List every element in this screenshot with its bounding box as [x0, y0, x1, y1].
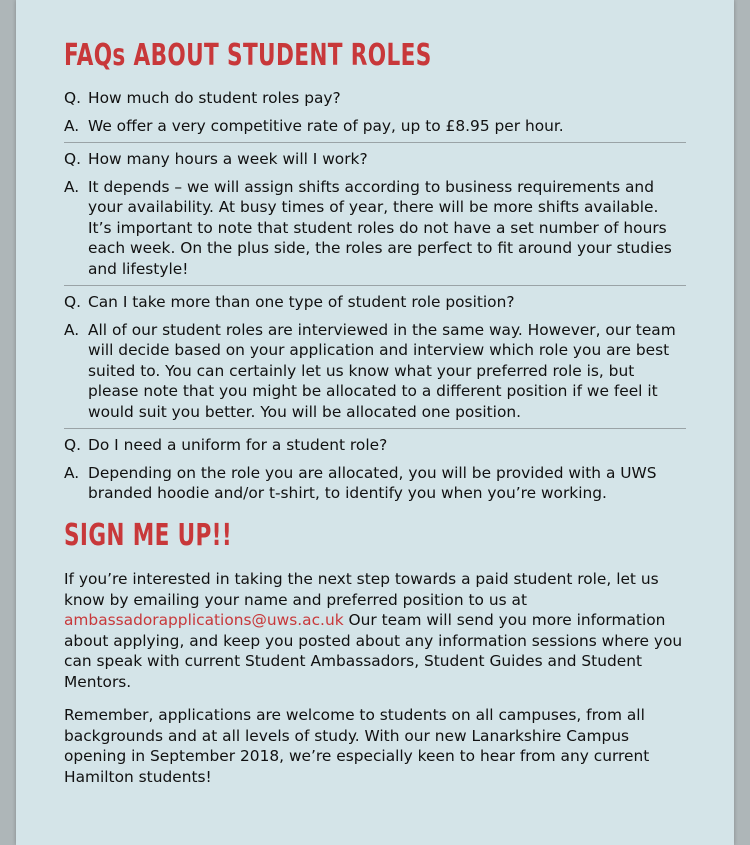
faq-list	[64, 88, 686, 510]
answer-tag: A.	[64, 320, 80, 339]
faq-item	[64, 285, 686, 428]
signup-paragraph	[64, 569, 686, 692]
signup-text-after: Our team will send you more information about applying, and keep you posted about any information sessions where you can speak with current Student Ambassadors, Student Guides and Student Mentors.	[64, 611, 683, 691]
answer-text: It depends – we will assign shifts according to business requirements and your availability. At busy times of year, there will be more shifts available. It’s important to note that student roles do not have a set number of hours each week. On the plus side, the roles are perfect to fit around your studies and lifestyle!	[88, 177, 672, 278]
answer-tag: A.	[64, 116, 80, 135]
answer-text: We offer a very competitive rate of pay, up to £8.95 per hour.	[88, 116, 564, 135]
answer-tag: A.	[64, 463, 80, 482]
question-tag: Q.	[64, 150, 82, 168]
question-text: How many hours a week will I work?	[88, 150, 368, 168]
signup-text-before: If you’re interested in taking the next step towards a paid student role, let us know by emailing your name and preferred position to us at	[64, 570, 659, 609]
question-tag: Q.	[64, 293, 82, 311]
signup-heading: SIGN ME UP!!	[64, 518, 233, 553]
document-page	[16, 0, 734, 845]
faq-item	[64, 142, 686, 285]
question-text: How much do student roles pay?	[88, 89, 341, 107]
question-tag: Q.	[64, 89, 82, 107]
signup-section	[64, 569, 686, 800]
faq-item	[64, 428, 686, 510]
email-link[interactable]: ambassadorapplications@uws.ac.uk	[64, 611, 344, 629]
faq-item	[64, 88, 686, 142]
faq-heading: FAQs ABOUT STUDENT ROLES	[64, 38, 432, 73]
answer-tag: A.	[64, 177, 80, 196]
answer-text: Depending on the role you are allocated, you will be provided with a UWS branded hoodie and/or t-shirt, to identify you when you’re working.	[88, 463, 657, 502]
question-text: Can I take more than one type of student role position?	[88, 293, 515, 311]
answer-text: All of our student roles are interviewed in the same way. However, our team will decide based on your application and interview which role you are best suited to. You can certainly let us know what your preferred role is, but please note that you might be allocated to a different position if we feel it would suit you better. You will be allocated one position.	[88, 320, 676, 421]
question-text: Do I need a uniform for a student role?	[88, 436, 388, 454]
campus-paragraph: Remember, applications are welcome to students on all campuses, from all backgrounds and at all levels of study. With our new Lanarkshire Campus opening in September 2018, we’re especially keen to hear from any current Hamilton students!	[64, 706, 650, 786]
question-tag: Q.	[64, 436, 82, 454]
